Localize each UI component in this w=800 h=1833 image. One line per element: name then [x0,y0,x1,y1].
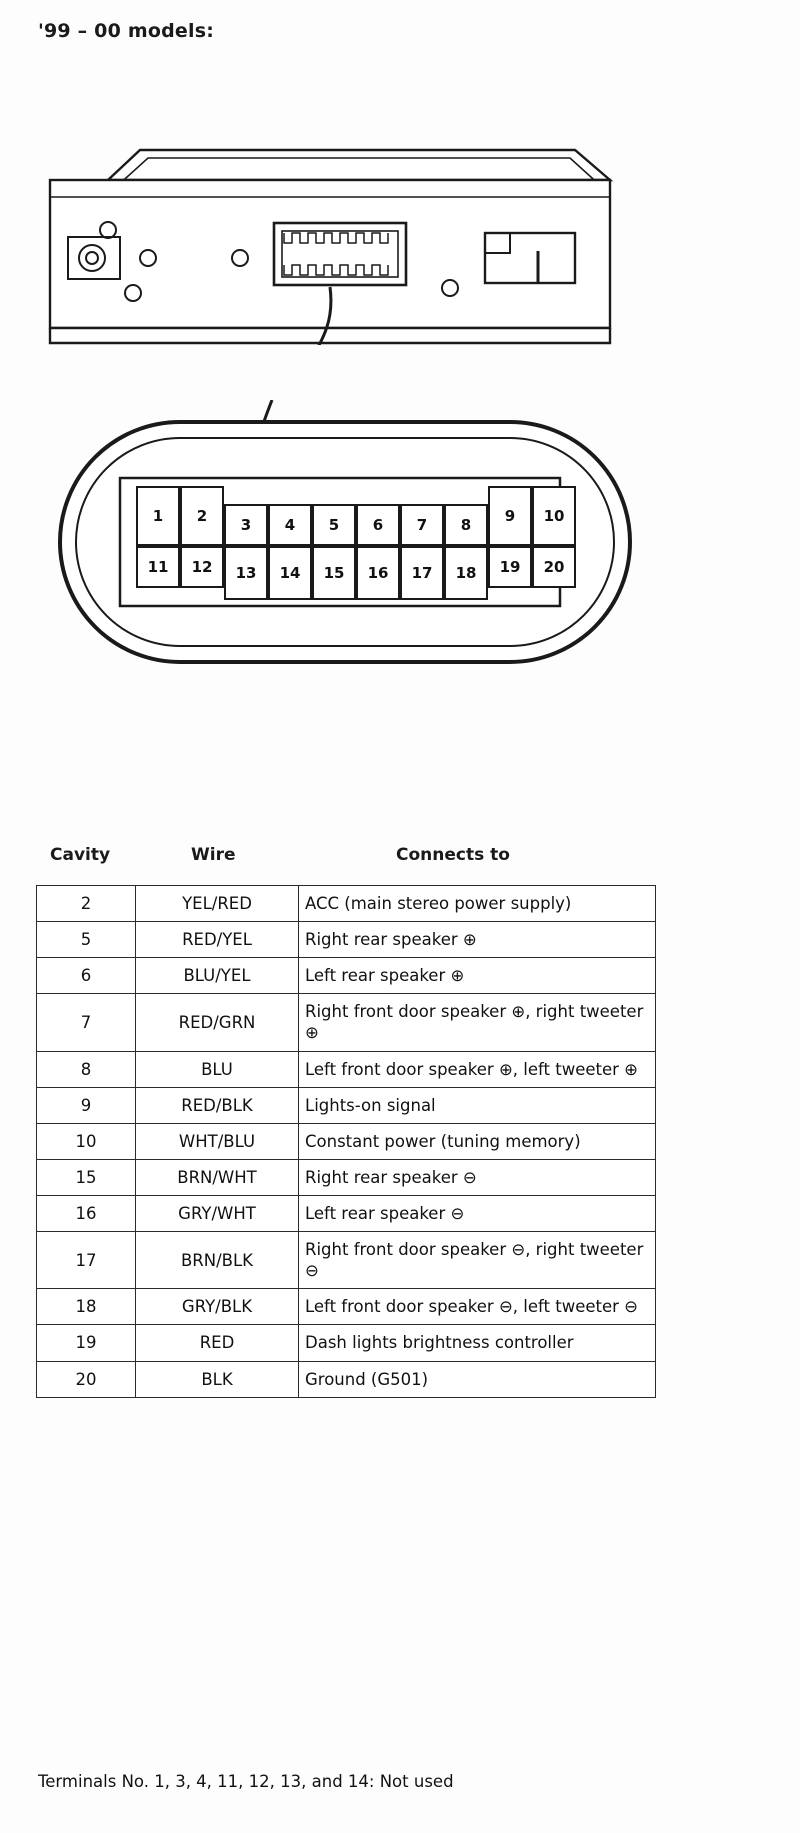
table-row [37,1232,656,1289]
cell-wire: BRN/BLK [136,1232,299,1289]
cell-cavity: 7 [37,994,136,1051]
cell-connects: Ground (G501) [299,1361,656,1397]
connector-pin-14: 14 [268,546,312,600]
cell-wire: RED/BLK [136,1087,299,1123]
connector-pin-1: 1 [136,486,180,546]
cell-cavity: 5 [37,922,136,958]
cell-cavity: 16 [37,1195,136,1231]
table-row [37,994,656,1051]
cell-connects: Lights-on signal [299,1087,656,1123]
table-row [37,886,656,922]
table-row [37,1195,656,1231]
connector-pin-2: 2 [180,486,224,546]
connector-pin-15: 15 [312,546,356,600]
connector-pin-20: 20 [532,546,576,588]
cell-cavity: 2 [37,886,136,922]
table-row [37,1159,656,1195]
cell-cavity: 15 [37,1159,136,1195]
header-wire: Wire [191,845,236,865]
cell-connects: Left front door speaker ⊕, left tweeter ⊕ [299,1051,656,1087]
connector-pin-17: 17 [400,546,444,600]
connector-pin-19: 19 [488,546,532,588]
connector-pin-3: 3 [224,504,268,546]
cell-cavity: 10 [37,1123,136,1159]
connector-pin-4: 4 [268,504,312,546]
connector-pin-16: 16 [356,546,400,600]
cell-cavity: 6 [37,958,136,994]
cell-connects: Constant power (tuning memory) [299,1123,656,1159]
table-column-headers [36,845,656,879]
connector-pin-6: 6 [356,504,400,546]
cell-wire: RED [136,1325,299,1361]
table-row [37,922,656,958]
cell-connects: Left rear speaker ⊕ [299,958,656,994]
cell-cavity: 17 [37,1232,136,1289]
cell-connects: Dash lights brightness controller [299,1325,656,1361]
table-row [37,1051,656,1087]
cell-wire: BLK [136,1361,299,1397]
cell-cavity: 20 [37,1361,136,1397]
cell-wire: RED/GRN [136,994,299,1051]
cell-connects: Left front door speaker ⊖, left tweeter ⊖ [299,1289,656,1325]
connector-pin-13: 13 [224,546,268,600]
connector-pin-7: 7 [400,504,444,546]
cell-wire: GRY/BLK [136,1289,299,1325]
table-row [37,958,656,994]
cell-cavity: 9 [37,1087,136,1123]
page-title: '99 – 00 models: [38,20,214,42]
table-row [37,1325,656,1361]
cell-connects: ACC (main stereo power supply) [299,886,656,922]
stereo-unit-svg [30,75,650,345]
cell-wire: YEL/RED [136,886,299,922]
cell-connects: Right front door speaker ⊕, right tweeter ⊕ [299,994,656,1051]
connector-face-illustration [40,400,660,690]
cell-wire: RED/YEL [136,922,299,958]
cell-wire: WHT/BLU [136,1123,299,1159]
cell-cavity: 8 [37,1051,136,1087]
cell-cavity: 18 [37,1289,136,1325]
connector-pin-12: 12 [180,546,224,588]
cell-connects: Left rear speaker ⊖ [299,1195,656,1231]
cell-connects: Right front door speaker ⊖, right tweeter ⊖ [299,1232,656,1289]
cell-connects: Right rear speaker ⊖ [299,1159,656,1195]
table-row [37,1289,656,1325]
connector-pin-11: 11 [136,546,180,588]
table-row [37,1087,656,1123]
connector-pin-18: 18 [444,546,488,600]
cell-wire: GRY/WHT [136,1195,299,1231]
cell-cavity: 19 [37,1325,136,1361]
cell-connects: Right rear speaker ⊕ [299,922,656,958]
cell-wire: BLU/YEL [136,958,299,994]
header-connects-to: Connects to [396,845,510,865]
header-cavity: Cavity [50,845,111,865]
pinout-table [36,885,656,1398]
cell-wire: BLU [136,1051,299,1087]
connector-pin-5: 5 [312,504,356,546]
table-row [37,1123,656,1159]
connector-pin-9: 9 [488,486,532,546]
connector-pin-10: 10 [532,486,576,546]
cell-wire: BRN/WHT [136,1159,299,1195]
connector-pin-8: 8 [444,504,488,546]
unused-terminals-note: Terminals No. 1, 3, 4, 11, 12, 13, and 14: Not used [38,1772,454,1791]
table-row [37,1361,656,1397]
stereo-unit-illustration [30,75,650,345]
pinout-table-body [37,886,656,1398]
